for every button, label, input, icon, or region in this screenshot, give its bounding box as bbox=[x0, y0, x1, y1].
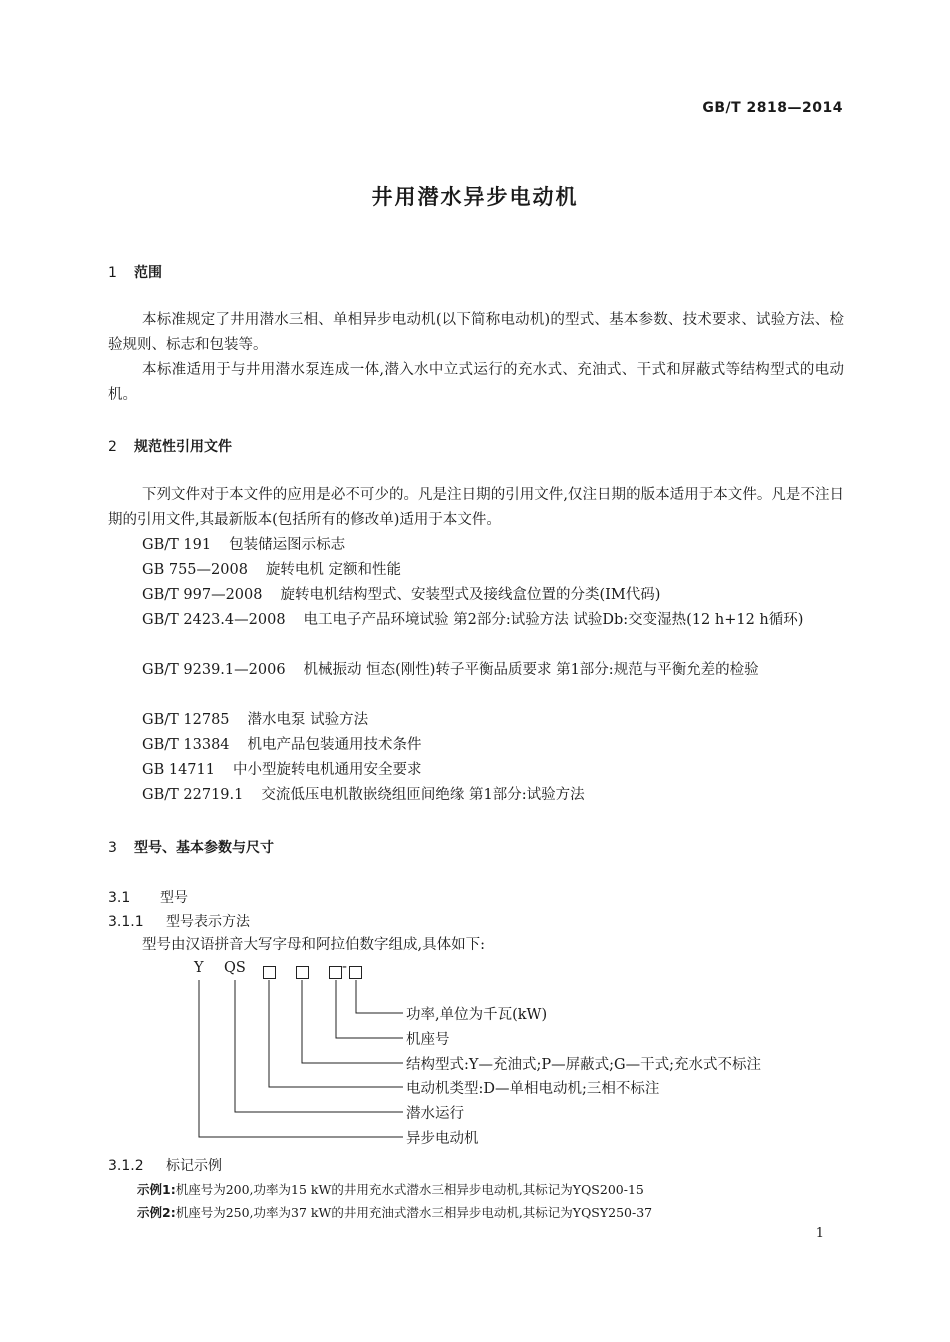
example-2 bbox=[137, 1203, 652, 1221]
subsection-number: 3.1 bbox=[108, 890, 131, 906]
reference-item bbox=[108, 608, 844, 633]
reference-code: GB/T 191 bbox=[142, 537, 212, 553]
model-letter-qs: QS bbox=[224, 960, 246, 976]
reference-code: GB/T 13384 bbox=[142, 737, 230, 753]
reference-item bbox=[108, 533, 844, 558]
reference-code: GB 755—2008 bbox=[142, 562, 248, 578]
reference-title: 机械振动 恒态(刚性)转子平衡品质要求 第1部分:规范与平衡允差的检验 bbox=[303, 662, 759, 678]
reference-code: GB/T 12785 bbox=[142, 712, 230, 728]
section-2-intro: 下列文件对于本文件的应用是必不可少的。凡是注日期的引用文件,仅注日期的版本适用于本文件。凡是不注日期的引用文件,其最新版本(包括所有的修改单)适用于本文件。 bbox=[108, 487, 844, 528]
subsection-number: 3.1.2 bbox=[108, 1158, 144, 1174]
placeholder-box-power bbox=[349, 966, 362, 979]
section-number: 3 bbox=[108, 840, 117, 856]
example-1 bbox=[137, 1180, 644, 1198]
reference-code: GB/T 22719.1 bbox=[142, 787, 244, 803]
label-motor-type: 电动机类型:D—单相电动机;三相不标注 bbox=[406, 1081, 660, 1097]
section-title: 范围 bbox=[134, 265, 162, 281]
subsection-3-1-1-heading bbox=[108, 911, 250, 931]
reference-title: 潜水电泵 试验方法 bbox=[247, 712, 369, 728]
leader-line-submersible bbox=[235, 980, 403, 1112]
reference-code: GB/T 997—2008 bbox=[142, 587, 263, 603]
reference-code: GB 14711 bbox=[142, 762, 215, 778]
reference-title: 机电产品包装通用技术条件 bbox=[247, 737, 422, 753]
section-2-heading bbox=[108, 436, 232, 456]
placeholder-box-frame bbox=[329, 966, 342, 979]
subsection-title: 型号 bbox=[160, 890, 188, 906]
reference-title: 中小型旋转电机通用安全要求 bbox=[232, 762, 422, 778]
reference-title: 旋转电机结构型式、安装型式及接线盒位置的分类(IM代码) bbox=[280, 587, 661, 603]
reference-title: 包装储运图示标志 bbox=[229, 537, 346, 553]
reference-item bbox=[108, 583, 844, 608]
model-dash: - bbox=[342, 959, 347, 975]
subsection-title: 标记示例 bbox=[166, 1158, 222, 1174]
subsection-number: 3.1.1 bbox=[108, 914, 144, 930]
leader-line-async bbox=[199, 980, 403, 1137]
model-letter-y: Y bbox=[194, 960, 204, 976]
reference-code: GB/T 2423.4—2008 bbox=[142, 612, 286, 628]
placeholder-box-type bbox=[263, 966, 276, 979]
reference-code: GB/T 9239.1—2006 bbox=[142, 662, 286, 678]
reference-item bbox=[108, 733, 844, 758]
example-text: 机座号为200,功率为15 kW的井用充水式潜水三相异步电动机,其标记为YQS200-15 bbox=[175, 1182, 644, 1197]
document-title: 井用潜水异步电动机 bbox=[371, 185, 579, 209]
reference-item bbox=[108, 658, 844, 683]
reference-item bbox=[108, 783, 844, 808]
subsection-3-1-heading bbox=[108, 887, 188, 907]
section-1-paragraph-2: 本标准适用于与井用潜水泵连成一体,潜入水中立式运行的充水式、充油式、干式和屏蔽式等结构型式的电动机。 bbox=[108, 362, 844, 403]
label-submersible: 潜水运行 bbox=[406, 1106, 464, 1122]
placeholder-box-structure bbox=[296, 966, 309, 979]
model-designation-intro: 型号由汉语拼音大写字母和阿拉伯数字组成,具体如下: bbox=[142, 937, 485, 953]
section-number: 1 bbox=[108, 265, 117, 281]
section-title: 规范性引用文件 bbox=[134, 439, 232, 455]
section-1-heading bbox=[108, 262, 162, 282]
standard-code: GB/T 2818—2014 bbox=[702, 100, 843, 116]
example-text: 机座号为250,功率为37 kW的井用充油式潜水三相异步电动机,其标记为YQSY250-37 bbox=[175, 1205, 653, 1220]
leader-line-frame bbox=[336, 980, 403, 1038]
page-number: 1 bbox=[815, 1226, 824, 1241]
reference-title: 交流低压电机散嵌绕组匝间绝缘 第1部分:试验方法 bbox=[261, 787, 585, 803]
reference-title: 旋转电机 定额和性能 bbox=[265, 562, 402, 578]
section-3-heading bbox=[108, 837, 274, 857]
reference-title: 电工电子产品环境试验 第2部分:试验方法 试验Db:交变湿热(12 h+12 h循环) bbox=[303, 612, 804, 628]
leader-line-structure bbox=[302, 980, 403, 1063]
subsection-3-1-2-heading bbox=[108, 1155, 222, 1175]
example-prefix: 示例2: bbox=[137, 1205, 176, 1220]
label-frame: 机座号 bbox=[406, 1032, 450, 1048]
leader-line-power bbox=[356, 980, 403, 1013]
label-power: 功率,单位为千瓦(kW) bbox=[406, 1007, 548, 1023]
leader-line-type bbox=[269, 980, 403, 1087]
subsection-title: 型号表示方法 bbox=[166, 914, 250, 930]
reference-item bbox=[108, 758, 844, 783]
label-structure: 结构型式:Y—充油式;P—屏蔽式;G—干式;充水式不标注 bbox=[406, 1057, 761, 1073]
section-1-paragraph-1: 本标准规定了井用潜水三相、单相异步电动机(以下简称电动机)的型式、基本参数、技术要求、试验方法、检验规则、标志和包装等。 bbox=[108, 312, 844, 353]
reference-item bbox=[108, 708, 844, 733]
example-prefix: 示例1: bbox=[137, 1182, 176, 1197]
label-async-motor: 异步电动机 bbox=[406, 1131, 479, 1147]
reference-item bbox=[108, 558, 844, 583]
section-title: 型号、基本参数与尺寸 bbox=[134, 840, 274, 856]
section-number: 2 bbox=[108, 439, 117, 455]
